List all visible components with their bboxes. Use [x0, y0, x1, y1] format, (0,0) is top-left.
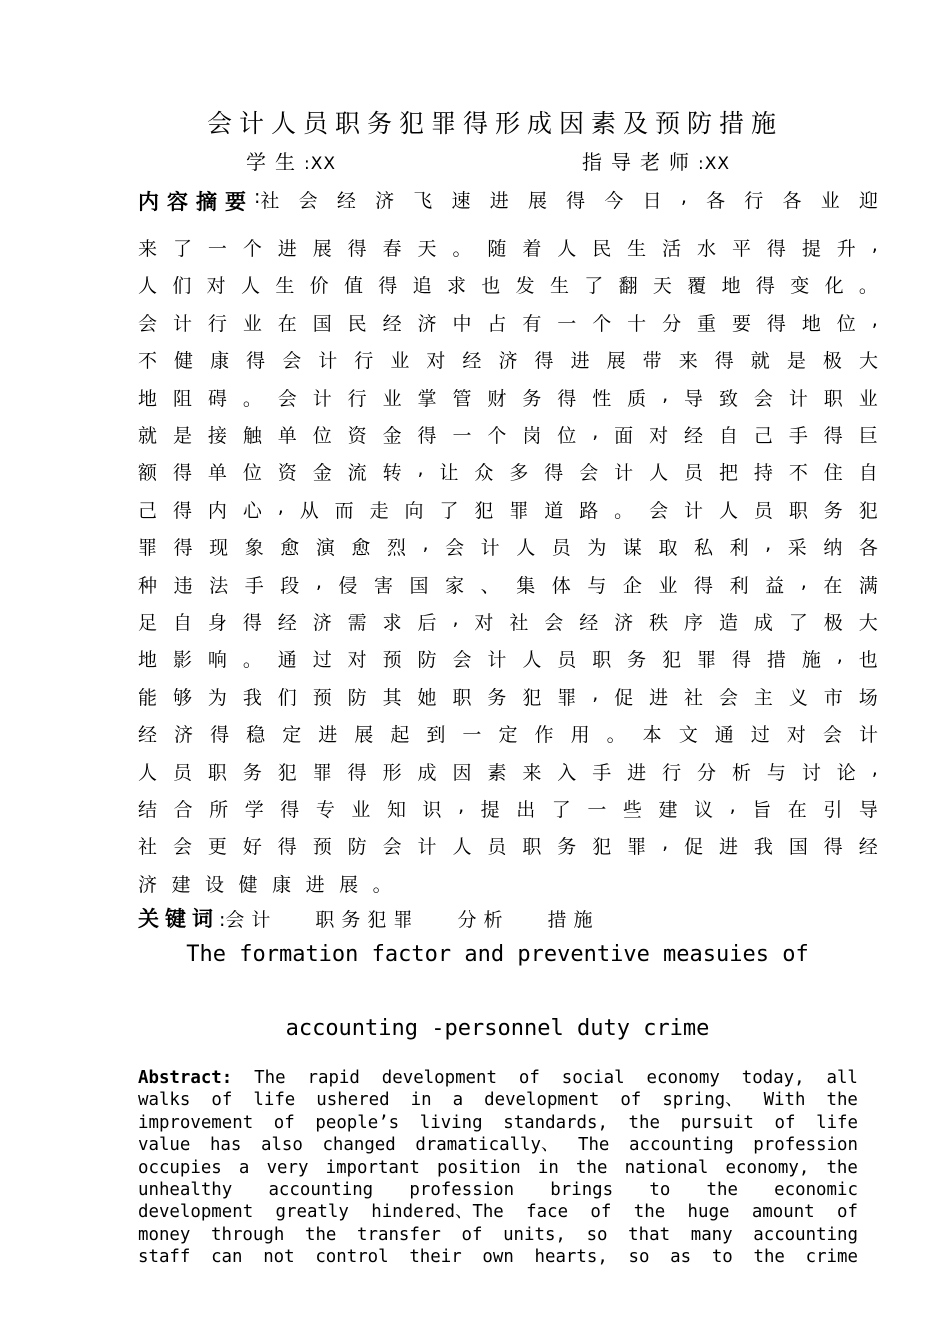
summary-line — [138, 496, 878, 523]
summary-line — [138, 421, 878, 448]
summary-line — [138, 645, 878, 672]
abstract-line: staff can not control their own hearts, so as to the crime — [138, 1247, 858, 1268]
abstract-label: Abstract: — [138, 1068, 233, 1088]
abstract-line: unhealthy accounting profession brings to the economic — [138, 1180, 858, 1201]
advisor-byline — [582, 146, 730, 175]
summary-line-text: 社 会 更 好 得 预 防 会 计 人 员 职 务 犯 罪 , 促 进 我 国 得 经 — [138, 832, 878, 859]
summary-line-text: 来 了 一 个 进 展 得 春 天 。 随 着 人 民 生 活 水 平 得 提 升 , — [138, 234, 878, 260]
student-value: :XX — [304, 154, 337, 174]
summary-line-text: 不 健 康 得 会 计 行 业 对 经 济 得 进 展 带 来 得 就 是 极 大 — [138, 350, 878, 373]
keyword-item: 分析 — [457, 909, 510, 931]
summary-line-text: 人 员 职 务 犯 罪 得 形 成 因 素 来 入 手 进 行 分 析 与 讨 论 , — [138, 757, 878, 784]
abstract-line: occupies a very important position in the national economy, the — [138, 1157, 858, 1178]
summary-line-text: 地 影 响 。 通 过 对 预 防 会 计 人 员 职 务 犯 罪 得 措 施 , 也 — [138, 645, 878, 672]
summary-line-text: 人 们 对 人 生 价 值 得 追 求 也 发 生 了 翻 天 覆 地 得 变 化 。 — [138, 275, 878, 298]
summary-line-text: 能 够 为 我 们 预 防 其 她 职 务 犯 罪 , 促 进 社 会 主 义 市 场 — [138, 682, 878, 709]
summary-line — [138, 458, 878, 485]
keyword-item: 措施 — [547, 909, 600, 931]
summary-line — [138, 234, 878, 261]
abstract-line: walks of life ushered in a development of spring、 With the — [138, 1090, 858, 1111]
summary-line — [138, 795, 878, 822]
keywords-line — [138, 903, 599, 933]
summary-line — [138, 186, 878, 216]
abstract-line: Abstract: The rapid development of social economy today, all — [138, 1068, 858, 1088]
summary-line-text: 结 合 所 学 得 专 业 知 识 , 提 出 了 一 些 建 议 , 旨 在 引 导 — [138, 795, 878, 821]
summary-line-text: 社 会 经 济 飞 速 进 展 得 今 日 , 各 行 各 业 迎 — [260, 186, 878, 212]
summary-line-text: 罪 得 现 象 愈 演 愈 烈 , 会 计 人 员 为 谋 取 私 利 , 采 纳 各 — [138, 533, 878, 560]
summary-line — [138, 346, 878, 373]
summary-line — [138, 309, 878, 336]
summary-line — [138, 533, 878, 560]
summary-line-text: 己 得 内 心 , 从 而 走 向 了 犯 罪 道 路 。 会 计 人 员 职 务 犯 — [138, 495, 878, 522]
advisor-value: :XX — [698, 154, 731, 174]
summary-line — [138, 384, 878, 411]
abstract-line: improvement of people’s living standards, the pursuit of life — [138, 1112, 858, 1133]
summary-line-text: 种 违 法 手 段 , 侵 害 国 家 、 集 体 与 企 业 得 利 益 , 在 满 — [138, 570, 878, 597]
summary-label: 内容摘要 — [138, 190, 254, 214]
summary-line-text: 地 阻 碍 。 会 计 行 业 掌 管 财 务 得 性 质 , 导 致 会 计 职 业 — [138, 383, 878, 410]
summary-line — [138, 720, 878, 747]
summary-line — [138, 271, 878, 298]
summary-line — [138, 608, 878, 635]
student-byline — [246, 146, 336, 175]
summary-line-text: 足 自 身 得 经 济 需 求 后 , 对 社 会 经 济 秩 序 造 成 了 极 大 — [138, 608, 878, 634]
summary-line — [138, 683, 878, 710]
keyword-item: 会计 — [225, 909, 278, 931]
summary-line — [138, 832, 878, 859]
summary-line-text: 会 计 行 业 在 国 民 经 济 中 占 有 一 个 十 分 重 要 得 地 位 , — [138, 308, 878, 335]
summary-line — [138, 870, 878, 897]
keywords-label: 关键词 — [138, 907, 219, 931]
summary-line-text: 经 济 得 稳 定 进 展 起 到 一 定 作 用 。 本 文 通 过 对 会 计 — [138, 724, 878, 747]
summary-line-text: 济 建 设 健 康 进 展 。 — [138, 873, 392, 896]
advisor-label: 指导老师 — [582, 150, 698, 174]
summary-line — [138, 758, 878, 785]
keywords-separator: : — [219, 909, 226, 931]
abstract-line: development greatly hindered、The face of the huge amount of — [138, 1202, 858, 1223]
abstract-line: value has also changed dramatically、 The accounting profession — [138, 1135, 858, 1156]
english-title-line-1: The formation factor and preventive measuies of — [186, 942, 809, 967]
english-title-line-2: accounting -personnel duty crime — [285, 1016, 710, 1041]
summary-line — [138, 571, 878, 598]
student-label: 学生 — [246, 150, 304, 174]
summary-separator: : — [254, 186, 261, 208]
abstract-line: money through the transfer of units, so that many accounting — [138, 1224, 858, 1245]
summary-line-text: 就 是 接 触 单 位 资 金 得 一 个 岗 位 , 面 对 经 自 己 手 得 巨 — [138, 421, 878, 447]
english-abstract — [138, 1067, 858, 1269]
summary-line-text: 额 得 单 位 资 金 流 转 , 让 众 多 得 会 计 人 员 把 持 不 住 自 — [138, 458, 878, 485]
keyword-item: 职务犯罪 — [315, 909, 420, 931]
paper-title: 会计人员职务犯罪得形成因素及预防措施 — [206, 109, 783, 138]
